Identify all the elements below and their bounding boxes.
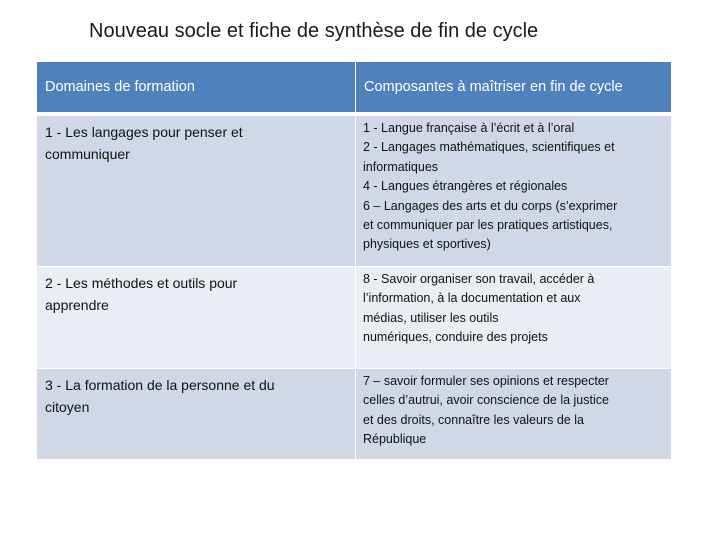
component-line: 4 - Langues étrangères et régionales <box>363 179 568 194</box>
component-line: et communiquer par les pratiques artistiques, <box>363 218 613 233</box>
domain-line: 3 - La formation de la personne et du <box>45 377 275 393</box>
component-line: informatiques <box>363 159 439 174</box>
domain-line: citoyen <box>45 399 90 415</box>
component-line: numériques, conduire des projets <box>363 330 548 345</box>
components-cell <box>355 266 671 368</box>
component-line: et des droits, connaître les valeurs de la <box>363 412 584 427</box>
domain-line: 1 - Les langages pour penser et <box>45 124 243 140</box>
component-line: 8 - Savoir organiser son travail, accéder à <box>363 272 595 286</box>
table-row <box>37 368 671 459</box>
component-line: médias, utiliser les outils <box>363 310 499 325</box>
table-row <box>37 266 671 368</box>
component-line: 6 – Langages des arts et du corps (s’exprimer <box>363 198 618 213</box>
domain-line: apprendre <box>45 297 109 313</box>
table-row <box>37 115 671 266</box>
domain-line: communiquer <box>45 146 130 162</box>
domain-cell <box>37 115 355 266</box>
table-header-row <box>37 62 671 115</box>
component-line: 1 - Langue française à l’écrit et à l’oral <box>363 121 575 135</box>
domain-cell <box>37 266 355 368</box>
domain-cell <box>37 368 355 459</box>
component-line: 2 - Langages mathématiques, scientifiques et <box>363 140 615 155</box>
component-line: 7 – savoir formuler ses opinions et respecter <box>363 374 609 388</box>
page-title: Nouveau socle et fiche de synthèse de fin de cycle <box>89 20 539 42</box>
component-line: celles d’autrui, avoir conscience de la justice <box>363 393 609 408</box>
header-components: Composantes à maîtriser en fin de cycle <box>355 62 671 115</box>
component-line: physiques et sportives) <box>363 237 491 252</box>
components-cell <box>355 115 671 266</box>
header-domains: Domaines de formation <box>37 62 355 115</box>
domain-line: 2 - Les méthodes et outils pour <box>45 275 238 291</box>
component-line: République <box>363 432 427 447</box>
synthesis-table <box>37 62 671 459</box>
components-cell <box>355 368 671 459</box>
component-line: l’information, à la documentation et aux <box>363 291 581 306</box>
